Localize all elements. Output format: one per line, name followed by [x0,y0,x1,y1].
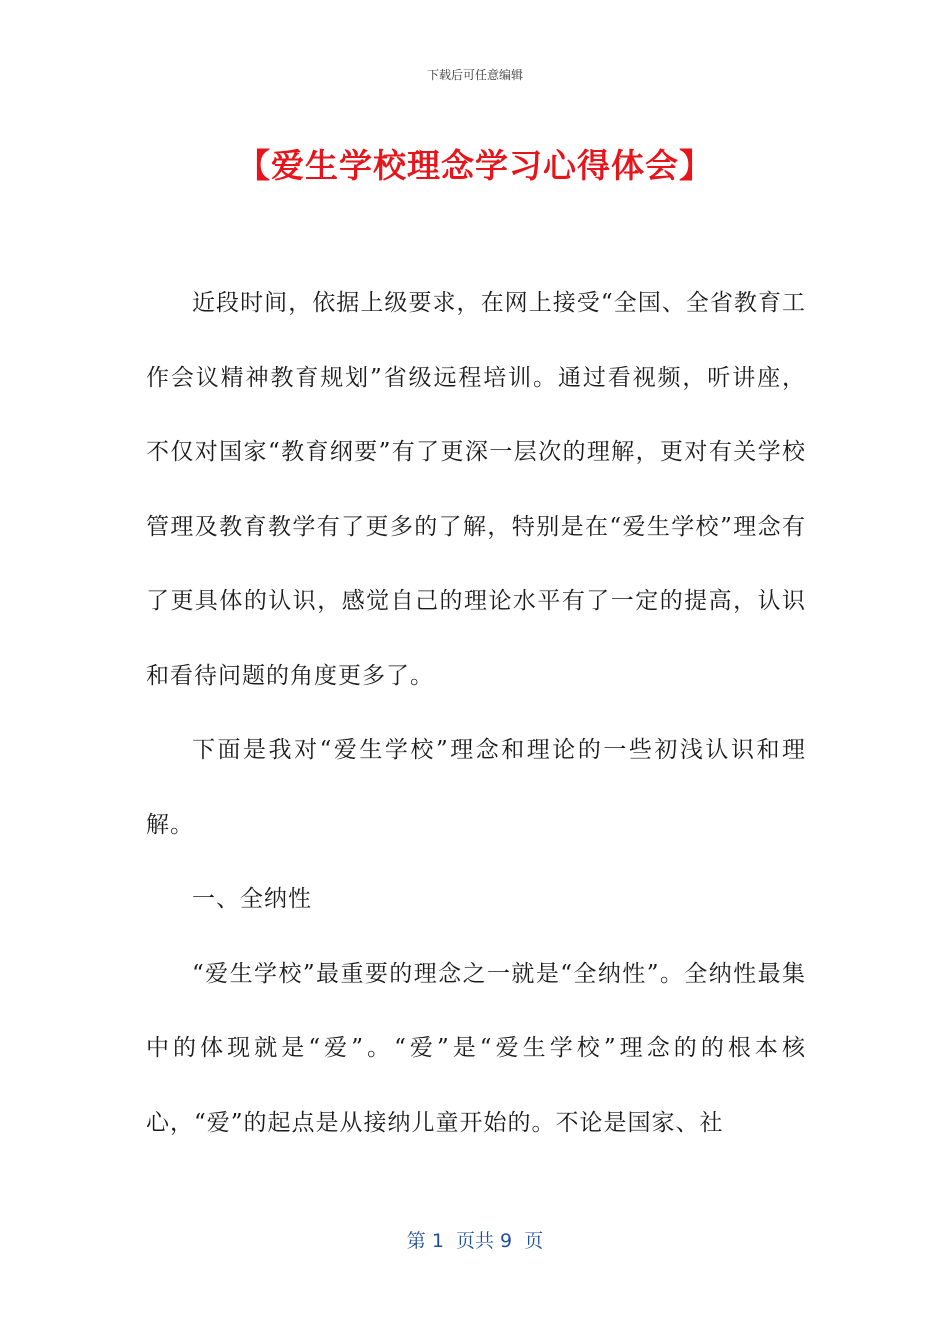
section-heading: 一、全纳性 [192,886,312,912]
paragraph-inclusiveness: “爱生学校”最重要的理念之一就是“全纳性”。全纳性最集中的体现就是“爱”。“爱”是“爱生学校”理念的的根本核心，“爱”的起点是从接纳儿童开始的。不论是国家、社 [146,960,806,1136]
document-title: 【爱生学校理念学习心得体会】 [237,146,713,185]
document-body [146,266,806,1160]
paragraph-intro: 近段时间，依据上级要求，在网上接受“全国、全省教育工作会议精神教育规划”省级远程培训。通过看视频，听讲座，不仅对国家“教育纲要”有了更深一层次的理解，更对有关学校管理及教育教学有了更多的了解，特别是在“爱生学校”理念有了更具体的认识，感觉自己的理论水平有了一定的提高，认识和看待问题的角度更多了。 [146,290,806,689]
page-number: 第 1 页共 9 页 [406,1230,544,1252]
header-note: 下载后可任意编辑 [426,68,523,82]
paragraph-lead-in: 下面是我对“爱生学校”理念和理论的一些初浅认识和理解。 [146,737,806,838]
